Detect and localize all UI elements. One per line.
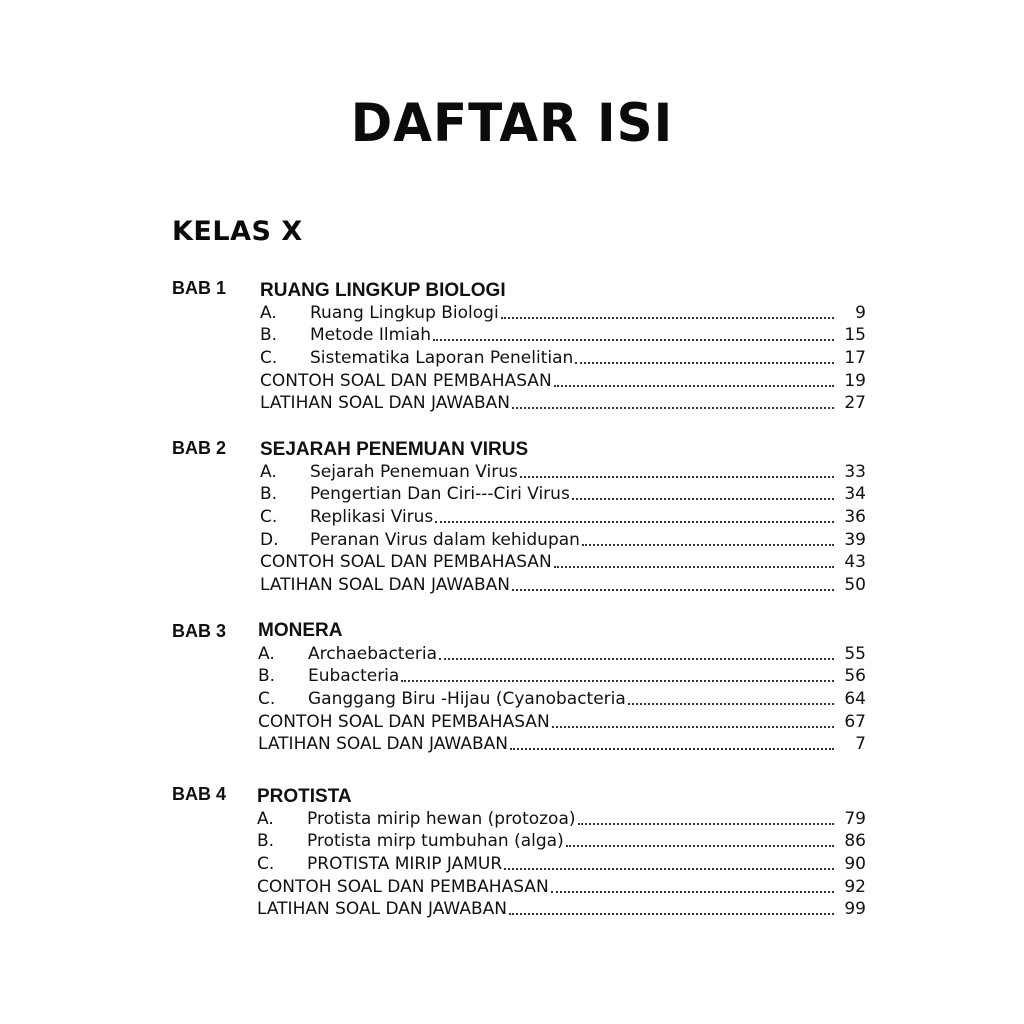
- toc-entry[interactable]: [260, 573, 866, 596]
- entry-text: CONTOH SOAL DAN PEMBAHASAN: [260, 370, 552, 391]
- dot-leader: [501, 317, 834, 319]
- chapter-label: BAB 4: [172, 784, 227, 804]
- chapter-label: BAB 2: [172, 438, 227, 458]
- entry-letter: C.: [258, 689, 276, 710]
- toc-entry[interactable]: [257, 898, 866, 921]
- entry-text: Sistematika Laporan Penelitian: [310, 348, 574, 369]
- entry-text: Protista mirip hewan (protozoa): [307, 808, 576, 829]
- entry-page-number: 17: [844, 348, 866, 369]
- dot-leader: [435, 521, 834, 523]
- dot-leader: [578, 823, 834, 825]
- toc-entry[interactable]: [260, 551, 866, 574]
- entry-page-number: 39: [844, 529, 866, 550]
- entry-text: Pengertian Dan Ciri---Ciri Virus: [310, 484, 570, 505]
- dot-leader: [551, 891, 834, 893]
- dot-leader: [582, 544, 834, 546]
- dot-leader: [520, 476, 834, 478]
- dot-leader: [510, 748, 834, 750]
- toc-entry[interactable]: [260, 392, 866, 415]
- dot-leader: [554, 566, 834, 568]
- entry-page-number: 7: [855, 734, 866, 755]
- entry-page-number: 15: [844, 325, 866, 346]
- dot-leader: [552, 726, 834, 728]
- entry-text: LATIHAN SOAL DAN JAWABAN: [260, 575, 510, 596]
- dot-leader: [628, 703, 834, 705]
- chapter-title: MONERA: [258, 620, 343, 641]
- entry-page-number: 50: [844, 575, 866, 596]
- entry-text: Sejarah Penemuan Virus: [310, 461, 518, 482]
- dot-leader: [572, 498, 834, 500]
- entry-letter: A.: [260, 461, 277, 482]
- entry-page-number: 19: [844, 370, 866, 391]
- entry-letter: A.: [258, 643, 275, 664]
- entry-text: Ruang Lingkup Biologi: [310, 302, 499, 323]
- entry-letter: A.: [260, 302, 277, 323]
- dot-leader: [401, 680, 834, 682]
- entry-text: Metode Ilmiah: [310, 325, 432, 346]
- dot-leader: [566, 845, 834, 847]
- entry-letter: B.: [257, 831, 275, 852]
- entry-page-number: 55: [844, 643, 866, 664]
- entry-text: Eubacteria: [308, 666, 400, 687]
- section-heading: KELAS X: [172, 216, 303, 247]
- dot-leader: [512, 589, 834, 591]
- chapter-entries: [257, 807, 866, 920]
- entry-page-number: 9: [855, 302, 866, 323]
- entry-page-number: 34: [844, 484, 866, 505]
- entry-letter: B.: [260, 484, 278, 505]
- chapter-label: BAB 1: [172, 278, 227, 298]
- entry-text: PROTISTA MIRIP JAMUR: [307, 854, 503, 875]
- toc-entry[interactable]: [257, 807, 866, 830]
- entry-page-number: 64: [844, 689, 866, 710]
- toc-entry[interactable]: [258, 665, 866, 688]
- page-title: DAFTAR ISI: [350, 92, 674, 154]
- entry-letter: D.: [260, 529, 279, 550]
- entry-text: CONTOH SOAL DAN PEMBAHASAN: [257, 876, 549, 897]
- dot-leader: [554, 385, 834, 387]
- chapter-title: RUANG LINGKUP BIOLOGI: [260, 280, 506, 301]
- toc-entry[interactable]: [257, 875, 866, 898]
- entry-text: Replikasi Virus: [310, 507, 434, 528]
- dot-leader: [433, 339, 834, 341]
- entry-page-number: 27: [844, 393, 866, 414]
- entry-page-number: 86: [844, 831, 866, 852]
- toc-entry[interactable]: [258, 710, 866, 733]
- entry-letter: B.: [258, 666, 276, 687]
- entry-text: CONTOH SOAL DAN PEMBAHASAN: [260, 552, 552, 573]
- entry-letter: C.: [260, 348, 278, 369]
- chapter-title: PROTISTA: [257, 786, 352, 807]
- entry-page-number: 90: [844, 854, 866, 875]
- chapter-entries: [260, 301, 866, 414]
- toc-entry[interactable]: [257, 852, 866, 875]
- entry-page-number: 33: [844, 461, 866, 482]
- entry-page-number: 56: [844, 666, 866, 687]
- chapter-label: BAB 3: [172, 621, 227, 641]
- entry-text: LATIHAN SOAL DAN JAWABAN: [260, 393, 510, 414]
- entry-page-number: 36: [844, 507, 866, 528]
- entry-text: LATIHAN SOAL DAN JAWABAN: [257, 899, 507, 920]
- entry-page-number: 67: [844, 711, 866, 732]
- chapter-title: SEJARAH PENEMUAN VIRUS: [260, 439, 529, 460]
- toc-entry[interactable]: [260, 324, 866, 347]
- dot-leader: [509, 913, 834, 915]
- toc-entry[interactable]: [260, 301, 866, 324]
- entry-letter: C.: [257, 854, 275, 875]
- toc-entry[interactable]: [260, 483, 866, 506]
- entry-letter: B.: [260, 325, 278, 346]
- toc-entry[interactable]: [258, 642, 866, 665]
- dot-leader: [575, 362, 834, 364]
- chapter-entries: [258, 642, 866, 755]
- entry-text: Peranan Virus dalam kehidupan: [310, 529, 580, 550]
- entry-text: Archaebacteria: [308, 643, 438, 664]
- dot-leader: [504, 868, 834, 870]
- entry-text: Protista mirp tumbuhan (alga): [307, 831, 564, 852]
- entry-letter: C.: [260, 507, 278, 528]
- toc-entry[interactable]: [260, 528, 866, 551]
- entry-text: LATIHAN SOAL DAN JAWABAN: [258, 734, 508, 755]
- toc-entry[interactable]: [258, 687, 866, 710]
- dot-leader: [512, 407, 834, 409]
- toc-entry[interactable]: [257, 830, 866, 853]
- toc-entry[interactable]: [260, 505, 866, 528]
- toc-entry[interactable]: [260, 346, 866, 369]
- toc-entry[interactable]: [260, 369, 866, 392]
- toc-entry[interactable]: [258, 733, 866, 756]
- entry-letter: A.: [257, 808, 274, 829]
- entry-text: CONTOH SOAL DAN PEMBAHASAN: [258, 711, 550, 732]
- entry-page-number: 99: [844, 899, 866, 920]
- dot-leader: [439, 658, 834, 660]
- entry-page-number: 92: [844, 876, 866, 897]
- entry-page-number: 43: [844, 552, 866, 573]
- entry-text: Ganggang Biru -Hijau (Cyanobacteria: [308, 689, 626, 710]
- entry-page-number: 79: [844, 808, 866, 829]
- toc-entry[interactable]: [260, 460, 866, 483]
- chapter-entries: [260, 460, 866, 596]
